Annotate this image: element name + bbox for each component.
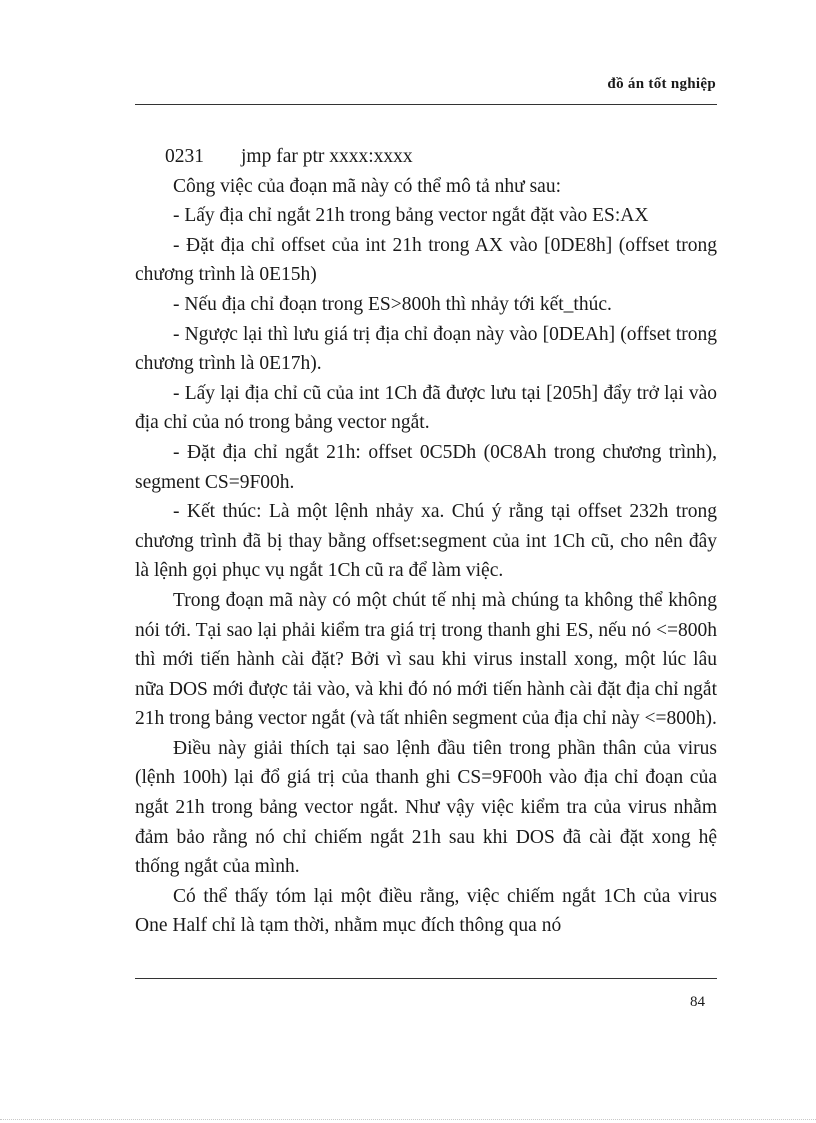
page-edge-dotted-line xyxy=(0,1119,816,1120)
page-number: 84 xyxy=(690,994,705,1010)
bullet-item: - Ngược lại thì lưu giá trị địa chỉ đoạn này vào [0DEAh] (offset trong chương trình là 0E17h). xyxy=(135,323,717,375)
page-body xyxy=(135,142,717,941)
bullet-item: - Đặt địa chỉ ngắt 21h: offset 0C5Dh (0C8Ah trong chương trình), segment CS=9F00h. xyxy=(135,441,717,493)
bullet-item: - Lấy địa chỉ ngắt 21h trong bảng vector ngắt đặt vào ES:AX xyxy=(173,205,649,227)
code-instruction: jmp far ptr xxxx:xxxx xyxy=(241,146,413,167)
running-header: đồ án tốt nghiệp xyxy=(607,76,716,92)
paragraph: Công việc của đoạn mã này có thể mô tả như sau: xyxy=(173,175,562,197)
bullet-item: - Đặt địa chỉ offset của int 21h trong AX vào [0DE8h] (offset trong chương trình là 0E15h) xyxy=(135,234,717,286)
bullet-item: - Nếu địa chỉ đoạn trong ES>800h thì nhảy tới kết_thúc. xyxy=(173,293,612,315)
header-rule xyxy=(135,104,717,105)
paragraph: Có thể thấy tóm lại một điều rằng, việc chiếm ngắt 1Ch của virus One Half chỉ là tạm thời, nhằm mục đích thông qua nó xyxy=(135,885,717,937)
paragraph: Điều này giải thích tại sao lệnh đầu tiên trong phần thân của virus (lệnh 100h) lại đổ giá trị của thanh ghi CS=9F00h vào địa chỉ đoạn của ngắt 21h trong bảng vector ngắt. Như vậy việc kiểm tra của virus nhằm đảm bảo rằng nó chỉ chiếm ngắt 21h sau khi DOS đã cài đặt xong hệ thống ngắt của mình. xyxy=(135,737,717,878)
bullet-item: - Kết thúc: Là một lệnh nhảy xa. Chú ý rằng tại offset 232h trong chương trình đã bị thay bằng offset:segment của int 1Ch cũ, cho nên đây là lệnh gọi phục vụ ngắt 1Ch cũ ra để làm việc. xyxy=(135,501,717,582)
bullet-item: - Lấy lại địa chỉ cũ của int 1Ch đã được lưu tại [205h] đẩy trở lại vào địa chỉ của nó trong bảng vector ngắt. xyxy=(135,382,717,434)
paragraph: Trong đoạn mã này có một chút tế nhị mà chúng ta không thể không nói tới. Tại sao lại phải kiểm tra giá trị trong thanh ghi ES, nếu nó <=800h thì mới tiến hành cài đặt? Bởi vì sau khi virus install xong, một lúc lâu nữa DOS mới được tải vào, và khi đó nó mới tiến hành cài đặt địa chỉ ngắt 21h trong bảng vector ngắt (và tất nhiên segment của địa chỉ này <=800h). xyxy=(135,589,717,730)
code-line xyxy=(135,142,717,172)
code-address: 0231 xyxy=(165,146,204,167)
footer-rule xyxy=(135,978,717,979)
